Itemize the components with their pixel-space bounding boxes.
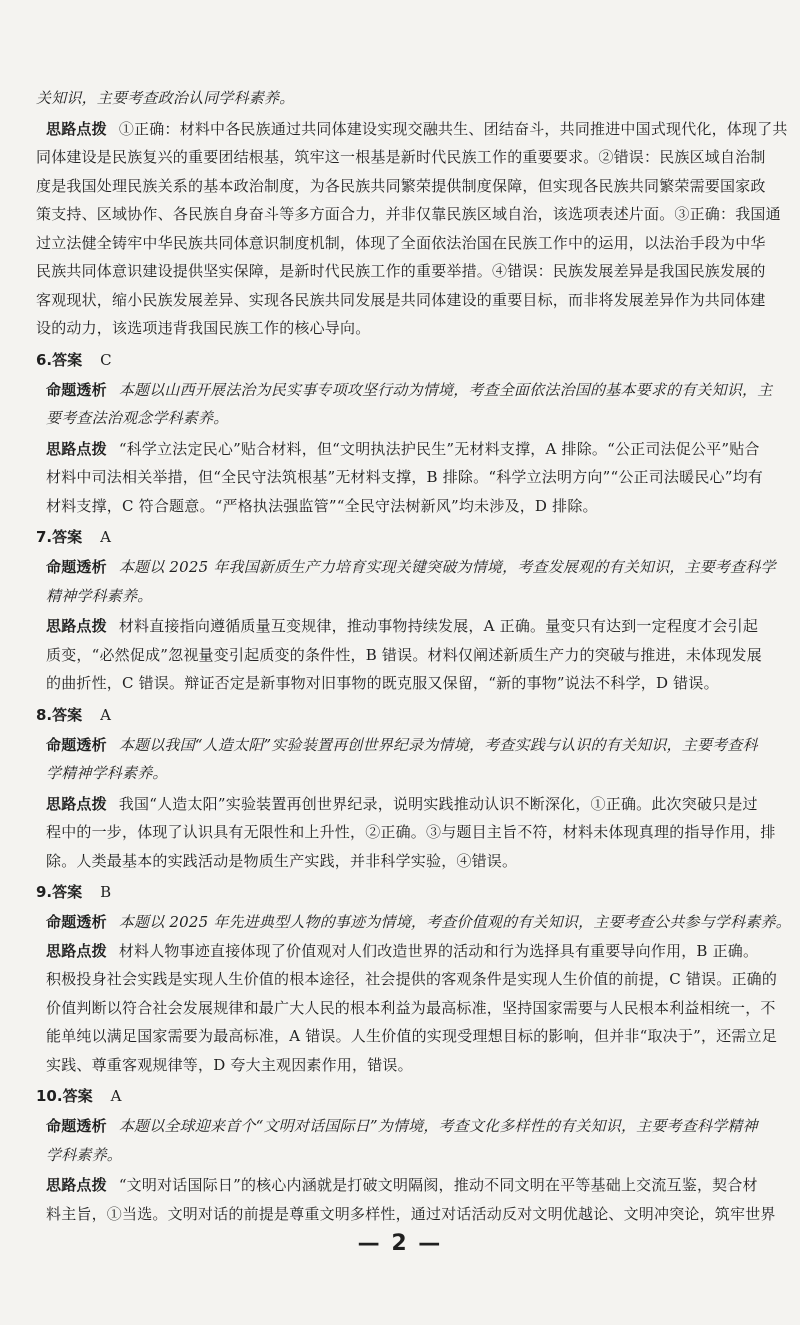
- hint-line: [36, 1171, 776, 1200]
- intro-hint-line: 民族共同体意识建设提供坚实保障，是新时代民族工作的重要举措。④错误：民族发展差异是我国民族发展的: [36, 262, 766, 280]
- question-number: 10.: [36, 1087, 63, 1105]
- analysis-line: 精神学科素养。: [46, 586, 153, 605]
- hint-line: 材料中司法相关举措，但“全民守法筑根基”无材料支撑，B 排除。“科学立法明方向”“公正司法暖民心”均有: [46, 468, 764, 486]
- question-9: [36, 877, 791, 1079]
- analysis-text: 本题以山西开展法治为民实事专项攻坚行动为情境，考查全面依法治国的基本要求的有关知识，主: [118, 380, 773, 399]
- question-6: [36, 345, 776, 521]
- hint-line: 程中的一步，体现了认识具有无限性和上升性，②正确。③与题目主旨不符，材料未体现真理的指导作用，排: [46, 823, 776, 841]
- hint-line: [36, 937, 776, 966]
- hint-line: 实践、尊重客观规律等，D 夸大主观因素作用，错误。: [46, 1055, 413, 1074]
- analysis-line: [36, 553, 776, 582]
- analysis-line: [36, 376, 776, 405]
- question-number: 7.: [36, 528, 53, 546]
- answer-value: B: [100, 883, 112, 901]
- answer-label: 答案: [62, 1087, 93, 1105]
- analysis-text: 本题以全球迎来首个“文明对话国际日”为情境，考查文化多样性的有关知识，主要考查科学精神: [118, 1117, 758, 1135]
- hint-label: 思路点拨: [46, 119, 107, 138]
- answer-label: 答案: [52, 705, 83, 724]
- answer-heading: [36, 700, 776, 731]
- analysis-line: [36, 1112, 776, 1141]
- analysis-line: 学科素养。: [46, 1145, 123, 1164]
- hint-label: 思路点拨: [46, 617, 107, 635]
- question-8: [36, 700, 776, 876]
- analysis-label: 命题透析: [46, 913, 107, 931]
- hint-line: [36, 435, 776, 464]
- analysis-line: 学精神学科素养。: [46, 764, 168, 782]
- hint-text: 材料人物事迹直接体现了价值观对人们改造世界的活动和行为选择具有重要导向作用，B 正确。: [118, 941, 759, 960]
- intro-hint-line: 度是我国处理民族关系的基本政治制度，为各民族共同繁荣提供制度保障，但实现各民族共同繁荣需要国家政: [36, 176, 766, 195]
- answer-value: A: [100, 705, 111, 724]
- hint-text: 我国“人造太阳”实验装置再创世界纪录，说明实践推动认识不断深化，①正确。此次突破只是过: [118, 794, 758, 813]
- answer-value: C: [100, 350, 112, 369]
- answer-heading: [36, 345, 776, 376]
- question-7: [36, 522, 776, 698]
- intro-hint-line: 客观现状，缩小民族发展差异、实现各民族共同发展是共同体建设的重要目标，而非将发展差异作为共同体建: [36, 290, 766, 309]
- question-10: [36, 1081, 776, 1228]
- analysis-text: 本题以我国“人造太阳”实验装置再创世界纪录为情境，考查实践与认识的有关知识，主要考查科: [118, 735, 758, 754]
- question-number: 6.: [36, 350, 53, 369]
- intro-hint-line: [36, 115, 788, 144]
- question-number: 9.: [36, 883, 53, 901]
- hint-line: 质变，“必然促成”忽视量变引起质变的条件性，B 错误。材料仅阐述新质生产力的突破与推进，未体现发展: [46, 645, 762, 664]
- hint-label: 思路点拨: [46, 941, 107, 960]
- intro-hint-line: 策支持、区域协作、各民族自身奋斗等多方面合力，并非仅靠民族区域自治，该选项表述片面。③正确：我国通: [36, 205, 781, 223]
- hint-label: 思路点拨: [46, 794, 107, 813]
- hint-line: 价值判断以符合社会发展规律和最广大人民的根本利益为最高标准，坚持国家需要与人民根本利益相统一，不: [46, 998, 776, 1017]
- analysis-label: 命题透析: [46, 1117, 107, 1135]
- analysis-text: 本题以 2025 年我国新质生产力培育实现关键突破为情境，考查发展观的有关知识，主要考查科学: [118, 558, 776, 576]
- hint-text: “科学立法定民心”贴合材料，但“文明执法护民生”无材料支撑，A 排除。“公正司法促公平”贴合: [118, 439, 760, 458]
- analysis-line: [36, 731, 776, 760]
- hint-line: 能单纯以满足国家需要为最高标准，A 错误。人生价值的实现受理想目标的影响，但并非“取决于”，还需立足: [46, 1027, 777, 1045]
- hint-line: [36, 612, 776, 641]
- analysis-label: 命题透析: [46, 380, 107, 399]
- answer-label: 答案: [52, 883, 83, 901]
- page-number: — 2 —: [357, 1231, 443, 1256]
- analysis-text: 本题以 2025 年先进典型人物的事迹为情境，考查价值观的有关知识，主要考查公共参与学科素养。: [118, 913, 791, 931]
- hint-line: 除。人类最基本的实践活动是物质生产实践，并非科学实验，④错误。: [46, 851, 518, 870]
- hint-text: 材料直接指向遵循质量互变规律，推动事物持续发展，A 正确。量变只有达到一定程度才会引起: [118, 617, 759, 635]
- analysis-line: [36, 908, 791, 937]
- hint-line: [36, 790, 776, 819]
- hint-text: “文明对话国际日”的核心内涵就是打破文明隔阂，推动不同文明在平等基础上交流互鉴，契合材: [118, 1176, 758, 1194]
- hint-text: ①正确：材料中各民族通过共同体建设实现交融共生、团结奋斗，共同推进中国式现代化，体现了共: [118, 119, 788, 138]
- analysis-line: 要考查法治观念学科素养。: [46, 409, 229, 427]
- question-number: 8.: [36, 705, 53, 724]
- intro-hint-line: 过立法健全铸牢中华民族共同体意识制度机制，体现了全面依法治国在民族工作中的运用，以法治手段为中华: [36, 233, 766, 252]
- answer-value: A: [110, 1087, 122, 1105]
- answer-heading: [36, 522, 776, 553]
- answer-value: A: [100, 528, 111, 546]
- answer-heading: [36, 1081, 776, 1112]
- intro-hint-line: 设的动力，该选项违背我国民族工作的核心导向。: [36, 319, 371, 337]
- hint-line: 积极投身社会实践是实现人生价值的根本途径，社会提供的客观条件是实现人生价值的前提，C 错误。正确的: [46, 970, 778, 988]
- answer-heading: [36, 877, 776, 908]
- analysis-label: 命题透析: [46, 558, 107, 576]
- hint-label: 思路点拨: [46, 439, 107, 458]
- intro-hint-line: 同体建设是民族复兴的重要团结根基，筑牢这一根基是新时代民族工作的重要要求。②错误：民族区域自治制: [36, 148, 766, 166]
- hint-line: 材料支撑，C 符合题意。“严格执法强监管”“全民守法树新风”均未涉及，D 排除。: [46, 496, 598, 515]
- hint-line: 料主旨，①当选。文明对话的前提是尊重文明多样性，通过对话活动反对文明优越论、文明冲突论，筑牢世界: [46, 1204, 776, 1223]
- intro-block: [36, 84, 788, 343]
- hint-line: 的曲折性，C 错误。辩证否定是新事物对旧事物的既克服又保留，“新的事物”说法不科学，D 错误。: [46, 674, 719, 692]
- intro-line: 关知识，主要考查政治认同学科素养。: [36, 89, 295, 107]
- answer-label: 答案: [52, 528, 83, 546]
- answer-label: 答案: [52, 350, 83, 369]
- analysis-label: 命题透析: [46, 735, 107, 754]
- hint-label: 思路点拨: [46, 1176, 107, 1194]
